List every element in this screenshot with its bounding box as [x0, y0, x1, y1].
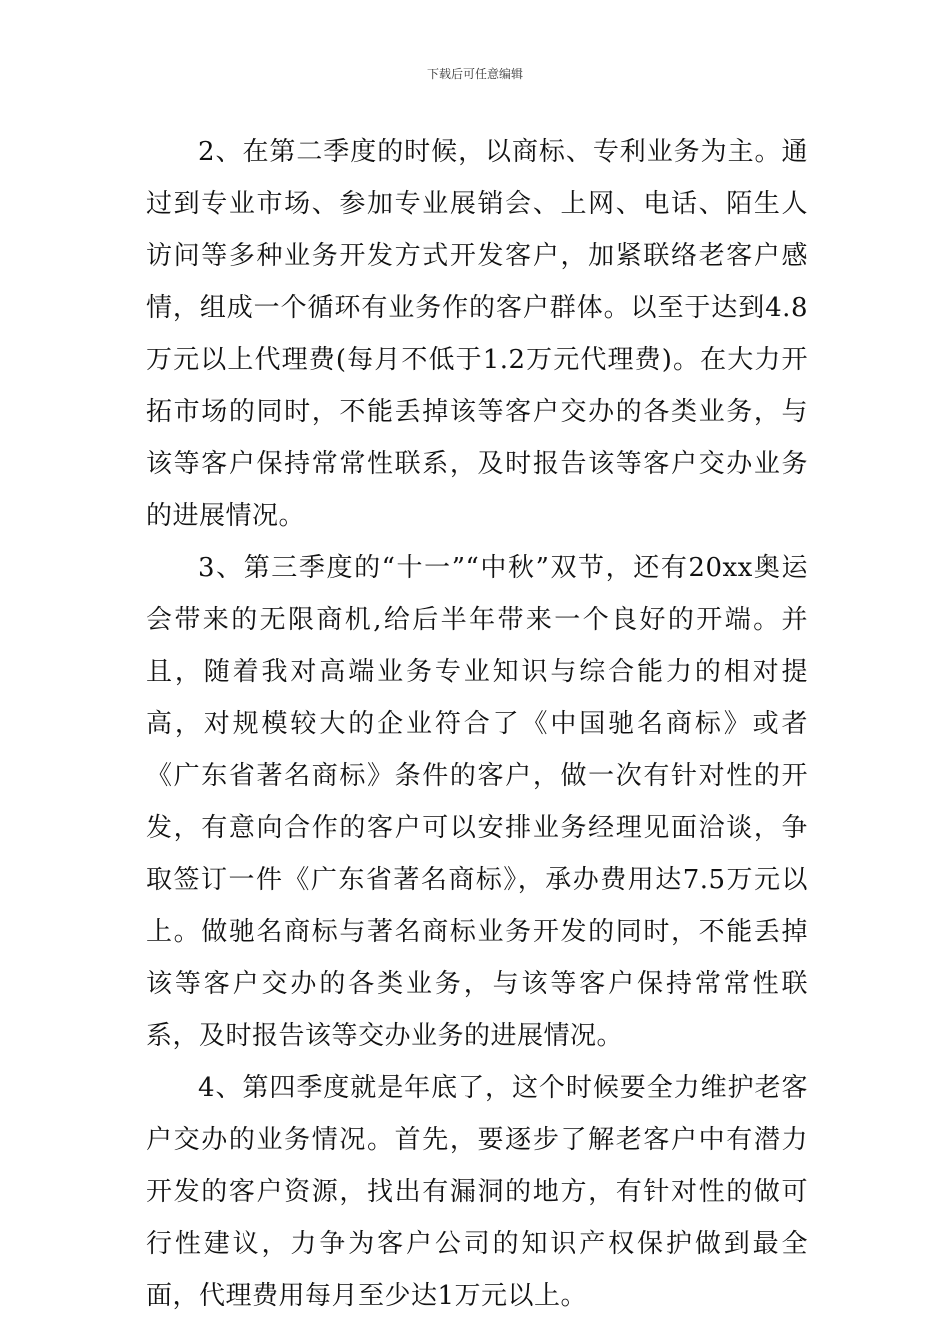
paragraph-q2: 2、在第二季度的时候，以商标、专利业务为主。通过到专业市场、参加专业展销会、上网、电话、陌生人访问等多种业务开发方式开发客户，加紧联络老客户感情，组成一个循环有业务作的客户群体。以至于达到4.8万元以上代理费(每月不低于1.2万元代理费)。在大力开拓市场的同时，不能丢掉该等客户交办的各类业务，与该等客户保持常常性联系，及时报告该等客户交办业务的进展情况。	[146, 137, 808, 531]
header-note: 下载后可任意编辑	[426, 67, 523, 81]
paragraph-q4: 4、第四季度就是年底了，这个时候要全力维护老客户交办的业务情况。首先，要逐步了解老客户中有潜力开发的客户资源，找出有漏洞的地方，有针对性的做可行性建议，力争为客户公司的知识产权保护做到最全面，代理费用每月至少达1万元以上。	[146, 1073, 808, 1311]
paragraph-q3: 3、第三季度的“十一”“中秋”双节，还有20xx奥运会带来的无限商机,给后半年带来一个良好的开端。并且，随着我对高端业务专业知识与综合能力的相对提高，对规模较大的企业符合了《中国驰名商标》或者《广东省著名商标》条件的客户，做一次有针对性的开发，有意向合作的客户可以安排业务经理见面洽谈，争取签订一件《广东省著名商标》，承办费用达7.5万元以上。做驰名商标与著名商标业务开发的同时，不能丢掉该等客户交办的各类业务，与该等客户保持常常性联系，及时报告该等交办业务的进展情况。	[146, 553, 808, 1051]
document-body	[146, 126, 808, 1322]
